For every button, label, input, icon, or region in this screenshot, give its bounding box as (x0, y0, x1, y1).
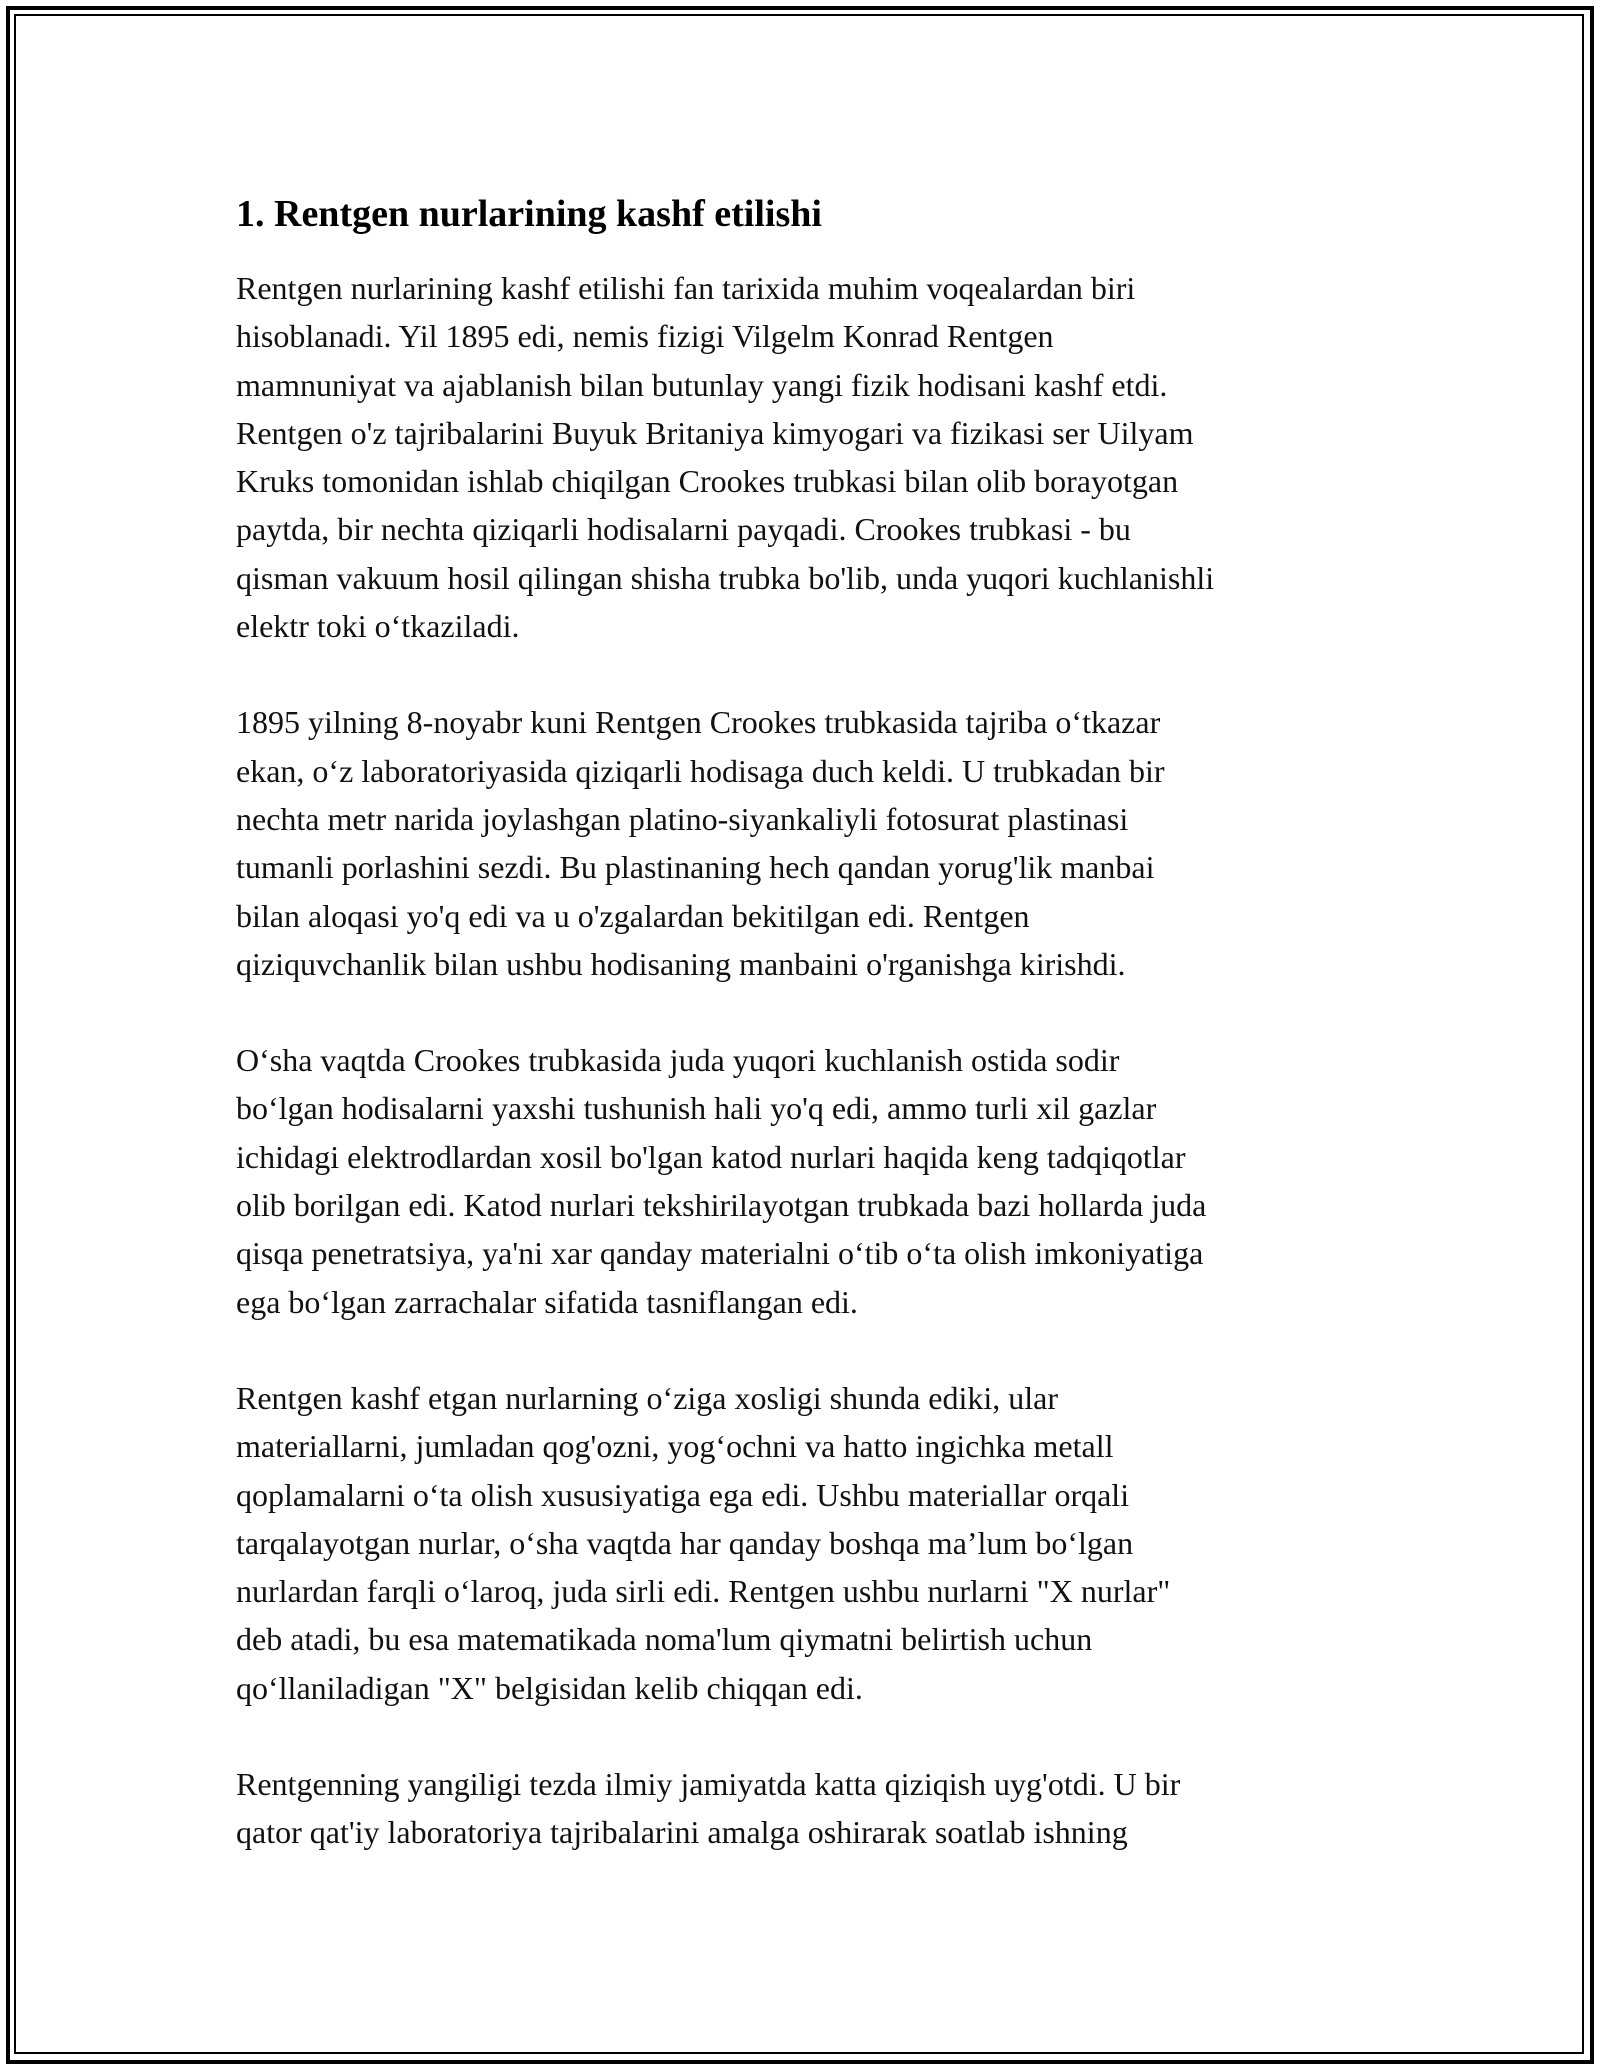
paragraph-1: Rentgen nurlarining kashf etilishi fan tarixida muhim voqealardan biri hisoblanadi. Yil 1895 edi, nemis fizigi Vilgelm Konrad Rentgen mamnuniyat va ajablanish bilan butunlay yangi fizik hodisani kashf etdi. Rentgen o'z tajribalarini Buyuk Britaniya kimyogari va fizikasi ser Uilyam Kruks tomonidan ishlab chiqilgan Crookes trubkasi bilan olib borayotgan paytda, bir nechta qiziqarli hodisalarni payqadi. Crookes trubkasi - bu qisman vakuum hosil qilingan shisha trubka bo'lib, unda yuqori kuchlanishli elektr toki oʻtkaziladi. (236, 270, 1215, 645)
paragraph-3: Oʻsha vaqtda Crookes trubkasida juda yuqori kuchlanish ostida sodir boʻlgan hodisalarni yaxshi tushunish hali yo'q edi, ammo turli xil gazlar ichidagi elektrodlardan xosil bo'lgan katod nurlari haqida keng tadqiqotlar olib borilgan edi. Katod nurlari tekshirilayotgan trubkada bazi hollarda juda qisqa penetratsiya, ya'ni xar qanday materialni oʻtib oʻta olish imkoniyatiga ega boʻlgan zarrachalar sifatida tasniflangan edi. (236, 1042, 1207, 1320)
paragraph-4: Rentgen kashf etgan nurlarning oʻziga xosligi shunda ediki, ular materiallarni, jumladan qog'ozni, yogʻochni va hatto ingichka metall qoplamalarni oʻta olish xususiyatiga ega edi. Ushbu materiallar orqali tarqalayotgan nurlar, oʻsha vaqtda har qanday boshqa maʼlum boʻlgan nurlardan farqli oʻlaroq, juda sirli edi. Rentgen ushbu nurlarni "X nurlar" deb atadi, bu esa matematikada noma'lum qiymatni belirtish uchun qoʻllaniladigan "X" belgisidan kelib chiqqan edi. (236, 1379, 1171, 1706)
document-body (236, 186, 1366, 1857)
paragraph-5: Rentgenning yangiligi tezda ilmiy jamiyatda katta qiziqish uyg'otdi. U bir qator qat'iy laboratoriya tajribalarini amalga oshirarak soatlab ishning (236, 1766, 1181, 1851)
section-heading: 1. Rentgen nurlarining kashf etilishi (236, 193, 822, 235)
paragraph-2: 1895 yilning 8-noyabr kuni Rentgen Crookes trubkasida tajriba oʻtkazar ekan, oʻz laboratoriyasida qiziqarli hodisaga duch keldi. U trubkadan bir nechta metr narida joylashgan platino-siyankaliyli fotosurat plastinasi tumanli porlashini sezdi. Bu plastinaning hech qandan yorug'lik manbai bilan aloqasi yo'q edi va u o'zgalardan bekitilgan edi. Rentgen qiziquvchanlik bilan ushbu hodisaning manbaini o'rganishga kirishdi. (236, 704, 1165, 982)
